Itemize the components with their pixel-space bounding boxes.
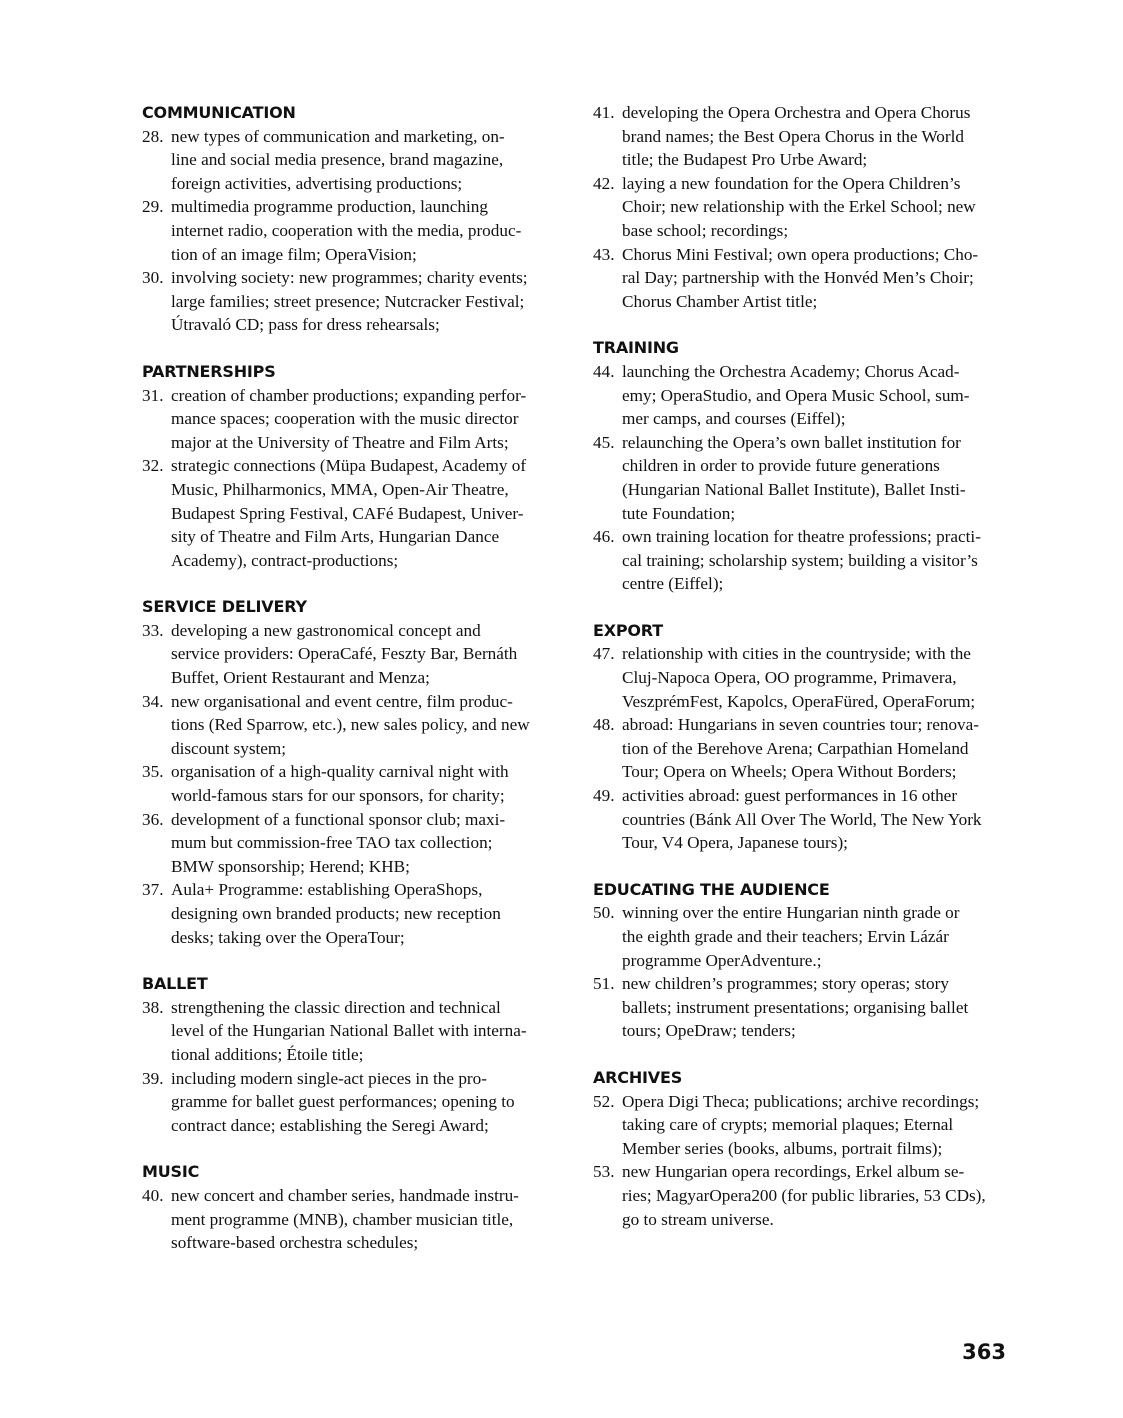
section: [593, 336, 1018, 596]
item-text-line: VeszprémFest, Kapolcs, OperaFüred, OperaForum;: [622, 691, 976, 711]
item-number: 36.: [142, 809, 164, 829]
item-text-line: tions (Red Sparrow, etc.), new sales policy, and new: [171, 715, 530, 735]
item-number: 50.: [593, 903, 615, 923]
item-text-line: sity of Theatre and Film Arts, Hungarian Dance: [171, 527, 500, 547]
item-text-line: tional additions; Étoile title;: [171, 1044, 364, 1064]
section: [593, 101, 1018, 313]
list-item: [593, 713, 1018, 784]
list-item: [593, 360, 1018, 431]
item-text-line: ries; MagyarOpera200 (for public libraries, 53 CDs),: [622, 1185, 986, 1205]
list-item: [593, 901, 1018, 972]
item-number: 42.: [593, 173, 615, 193]
item-text-line: launching the Orchestra Academy; Chorus Acad-: [622, 361, 960, 381]
item-text-line: tion of the Berehove Arena; Carpathian Homeland: [622, 738, 969, 758]
page-number: 363: [962, 1340, 1006, 1364]
right-column: [593, 101, 1018, 1254]
list-item: [142, 760, 567, 807]
item-text-line: large families; street presence; Nutcracker Festival;: [171, 291, 525, 311]
item-text-line: base school; recordings;: [622, 220, 789, 240]
item-list: [142, 125, 567, 337]
item-text-line: world-famous stars for our sponsors, for charity;: [171, 786, 505, 806]
section: [593, 878, 1018, 1043]
list-item: [142, 384, 567, 455]
item-text-line: discount system;: [171, 738, 287, 758]
section-title: SERVICE DELIVERY: [142, 597, 307, 617]
list-item: [593, 101, 1018, 172]
section-title: COMMUNICATION: [142, 103, 296, 122]
item-text-line: BMW sponsorship; Herend; KHB;: [171, 856, 410, 876]
item-text-line: own training location for theatre professions; practi-: [622, 527, 981, 547]
item-text-line: relationship with cities in the countryside; with the: [622, 644, 971, 664]
item-number: 33.: [142, 620, 164, 640]
item-text-line: Chorus Mini Festival; own opera productions; Cho-: [622, 244, 979, 264]
item-text-line: major at the University of Theatre and Film Arts;: [171, 432, 509, 452]
item-text-line: programme OperAdventure.;: [622, 950, 822, 970]
item-text-line: ral Day; partnership with the Honvéd Men’s Choir;: [622, 268, 974, 288]
item-number: 32.: [142, 456, 164, 476]
section-title: BALLET: [142, 974, 208, 994]
item-text-line: brand names; the Best Opera Chorus in the World: [622, 126, 964, 146]
item-text-line: gramme for ballet guest performances; opening to: [171, 1092, 515, 1112]
list-item: [593, 431, 1018, 525]
list-item: [593, 972, 1018, 1043]
item-text-line: software-based orchestra schedules;: [171, 1233, 419, 1253]
item-text-line: including modern single-act pieces in the pro-: [171, 1068, 487, 1088]
item-number: 53.: [593, 1162, 615, 1182]
item-text-line: Opera Digi Theca; publications; archive recordings;: [622, 1091, 980, 1111]
item-number: 43.: [593, 244, 615, 264]
item-text-line: ballets; instrument presentations; organising ballet: [622, 997, 969, 1017]
item-text-line: developing a new gastronomical concept and: [171, 620, 481, 640]
list-item: [593, 784, 1018, 855]
item-text-line: creation of chamber productions; expanding perfor-: [171, 385, 527, 405]
item-text-line: Tour; Opera on Wheels; Opera Without Borders;: [622, 762, 957, 782]
section: [142, 972, 567, 1137]
item-number: 35.: [142, 762, 164, 782]
item-list: [142, 619, 567, 949]
item-text-line: Útravaló CD; pass for dress rehearsals;: [171, 315, 440, 335]
item-text-line: children in order to provide future generations: [622, 456, 940, 476]
section: [142, 595, 567, 949]
section-title: TRAINING: [593, 338, 679, 358]
item-text-line: taking care of crypts; memorial plaques; Eternal: [622, 1115, 954, 1135]
item-list: [593, 1090, 1018, 1232]
item-list: [593, 101, 1018, 313]
item-text-line: Choir; new relationship with the Erkel School; new: [622, 197, 976, 217]
section: [593, 619, 1018, 855]
item-number: 48.: [593, 715, 615, 735]
item-text-line: centre (Eiffel);: [622, 574, 724, 594]
item-number: 30.: [142, 268, 164, 288]
item-number: 34.: [142, 691, 164, 711]
section-title: MUSIC: [142, 1162, 200, 1182]
item-text-line: laying a new foundation for the Opera Children’s: [622, 173, 961, 193]
section: [142, 101, 567, 337]
item-number: 41.: [593, 103, 615, 122]
item-text-line: designing own branded products; new reception: [171, 904, 501, 923]
item-number: 47.: [593, 644, 615, 664]
item-text-line: strategic connections (Müpa Budapest, Academy of: [171, 456, 527, 476]
item-text-line: tours; OpeDraw; tenders;: [622, 1021, 796, 1041]
item-text-line: winning over the entire Hungarian ninth grade or: [622, 903, 960, 923]
item-text-line: go to stream universe.: [622, 1209, 774, 1229]
section: [142, 360, 567, 572]
item-number: 40.: [142, 1185, 164, 1205]
item-text-line: Aula+ Programme: establishing OperaShops,: [171, 880, 483, 900]
item-text-line: Buffet, Orient Restaurant and Menza;: [171, 668, 430, 688]
item-number: 39.: [142, 1068, 164, 1088]
section-title: EDUCATING THE AUDIENCE: [593, 879, 830, 899]
item-text-line: title; the Budapest Pro Urbe Award;: [622, 150, 868, 170]
item-text-line: development of a functional sponsor club; maxi-: [171, 809, 506, 829]
item-text-line: strengthening the classic direction and technical: [171, 997, 501, 1017]
item-number: 44.: [593, 361, 615, 381]
item-text-line: contract dance; establishing the Seregi Award;: [171, 1115, 489, 1135]
item-text-line: Cluj-Napoca Opera, OO programme, Primavera,: [622, 668, 957, 688]
section: [593, 1066, 1018, 1231]
section: [142, 1160, 567, 1254]
item-number: 28.: [142, 126, 164, 146]
item-text-line: Chorus Chamber Artist title;: [622, 291, 818, 311]
list-item: [142, 808, 567, 879]
section-title: PARTNERSHIPS: [142, 361, 276, 381]
list-item: [142, 266, 567, 337]
item-text-line: new Hungarian opera recordings, Erkel album se-: [622, 1162, 965, 1182]
item-number: 51.: [593, 974, 615, 994]
item-text-line: mance spaces; cooperation with the music director: [171, 409, 519, 429]
item-text-line: tute Foundation;: [622, 503, 736, 523]
list-item: [142, 619, 567, 690]
item-text-line: relaunching the Opera’s own ballet institution for: [622, 432, 961, 452]
section-title: EXPORT: [593, 620, 663, 640]
item-text-line: new types of communication and marketing, on-: [171, 126, 505, 146]
item-text-line: Member series (books, albums, portrait films);: [622, 1138, 943, 1158]
item-text-line: mum but commission-free TAO tax collection;: [171, 833, 493, 853]
list-item: [142, 878, 567, 949]
item-list: [593, 901, 1018, 1043]
item-list: [142, 384, 567, 573]
item-text-line: foreign activities, advertising productions;: [171, 173, 463, 193]
item-text-line: mer camps, and courses (Eiffel);: [622, 409, 846, 429]
item-text-line: ment programme (MNB), chamber musician title,: [171, 1209, 514, 1229]
list-item: [593, 1090, 1018, 1161]
list-item: [142, 454, 567, 572]
item-text-line: tion of an image film; OperaVision;: [171, 244, 417, 264]
item-text-line: (Hungarian National Ballet Institute), Ballet Insti-: [622, 479, 966, 499]
item-text-line: new children’s programmes; story operas; story: [622, 974, 949, 994]
item-number: 29.: [142, 197, 164, 217]
list-item: [142, 690, 567, 761]
item-text-line: multimedia programme production, launching: [171, 197, 488, 217]
list-item: [593, 525, 1018, 596]
item-text-line: Budapest Spring Festival, CAFé Budapest, Univer-: [171, 503, 524, 523]
item-text-line: service providers: OperaCafé, Feszty Bar, Bernáth: [171, 644, 518, 664]
item-text-line: countries (Bánk All Over The World, The New York: [622, 809, 982, 829]
list-item: [142, 125, 567, 196]
item-text-line: cal training; scholarship system; building a visitor’s: [622, 550, 978, 570]
list-item: [142, 1184, 567, 1255]
item-text-line: Academy), contract-productions;: [171, 550, 399, 570]
item-number: 31.: [142, 385, 164, 405]
item-text-line: internet radio, cooperation with the media, produc-: [171, 220, 522, 240]
list-item: [593, 1160, 1018, 1231]
item-text-line: involving society: new programmes; charity events;: [171, 268, 528, 288]
item-text-line: line and social media presence, brand magazine,: [171, 150, 504, 170]
left-column: [142, 101, 567, 1278]
item-text-line: new concert and chamber series, handmade instru-: [171, 1185, 519, 1205]
item-list: [142, 996, 567, 1138]
item-text-line: developing the Opera Orchestra and Opera Chorus: [622, 103, 971, 122]
list-item: [593, 243, 1018, 314]
list-item: [142, 996, 567, 1067]
item-text-line: level of the Hungarian National Ballet with interna-: [171, 1021, 527, 1041]
item-number: 49.: [593, 786, 615, 806]
item-text-line: abroad: Hungarians in seven countries tour; renova-: [622, 715, 980, 735]
item-text-line: new organisational and event centre, film produc-: [171, 691, 513, 711]
item-list: [142, 1184, 567, 1255]
item-text-line: the eighth grade and their teachers; Ervin Lázár: [622, 927, 949, 946]
item-number: 46.: [593, 527, 615, 547]
item-number: 45.: [593, 432, 615, 452]
item-text-line: organisation of a high-quality carnival night with: [171, 762, 509, 782]
item-number: 38.: [142, 997, 164, 1017]
item-text-line: emy; OperaStudio, and Opera Music School, sum-: [622, 385, 970, 405]
item-list: [593, 360, 1018, 596]
item-text-line: activities abroad: guest performances in 16 other: [622, 786, 958, 806]
item-text-line: desks; taking over the OperaTour;: [171, 927, 405, 947]
item-number: 37.: [142, 880, 164, 900]
section-title: ARCHIVES: [593, 1067, 683, 1087]
list-item: [142, 1067, 567, 1138]
item-list: [593, 642, 1018, 854]
item-text-line: Music, Philharmonics, MMA, Open-Air Theatre,: [171, 479, 509, 499]
list-item: [593, 172, 1018, 243]
list-item: [142, 195, 567, 266]
item-text-line: Tour, V4 Opera, Japanese tours);: [622, 833, 848, 853]
list-item: [593, 642, 1018, 713]
item-number: 52.: [593, 1091, 615, 1111]
